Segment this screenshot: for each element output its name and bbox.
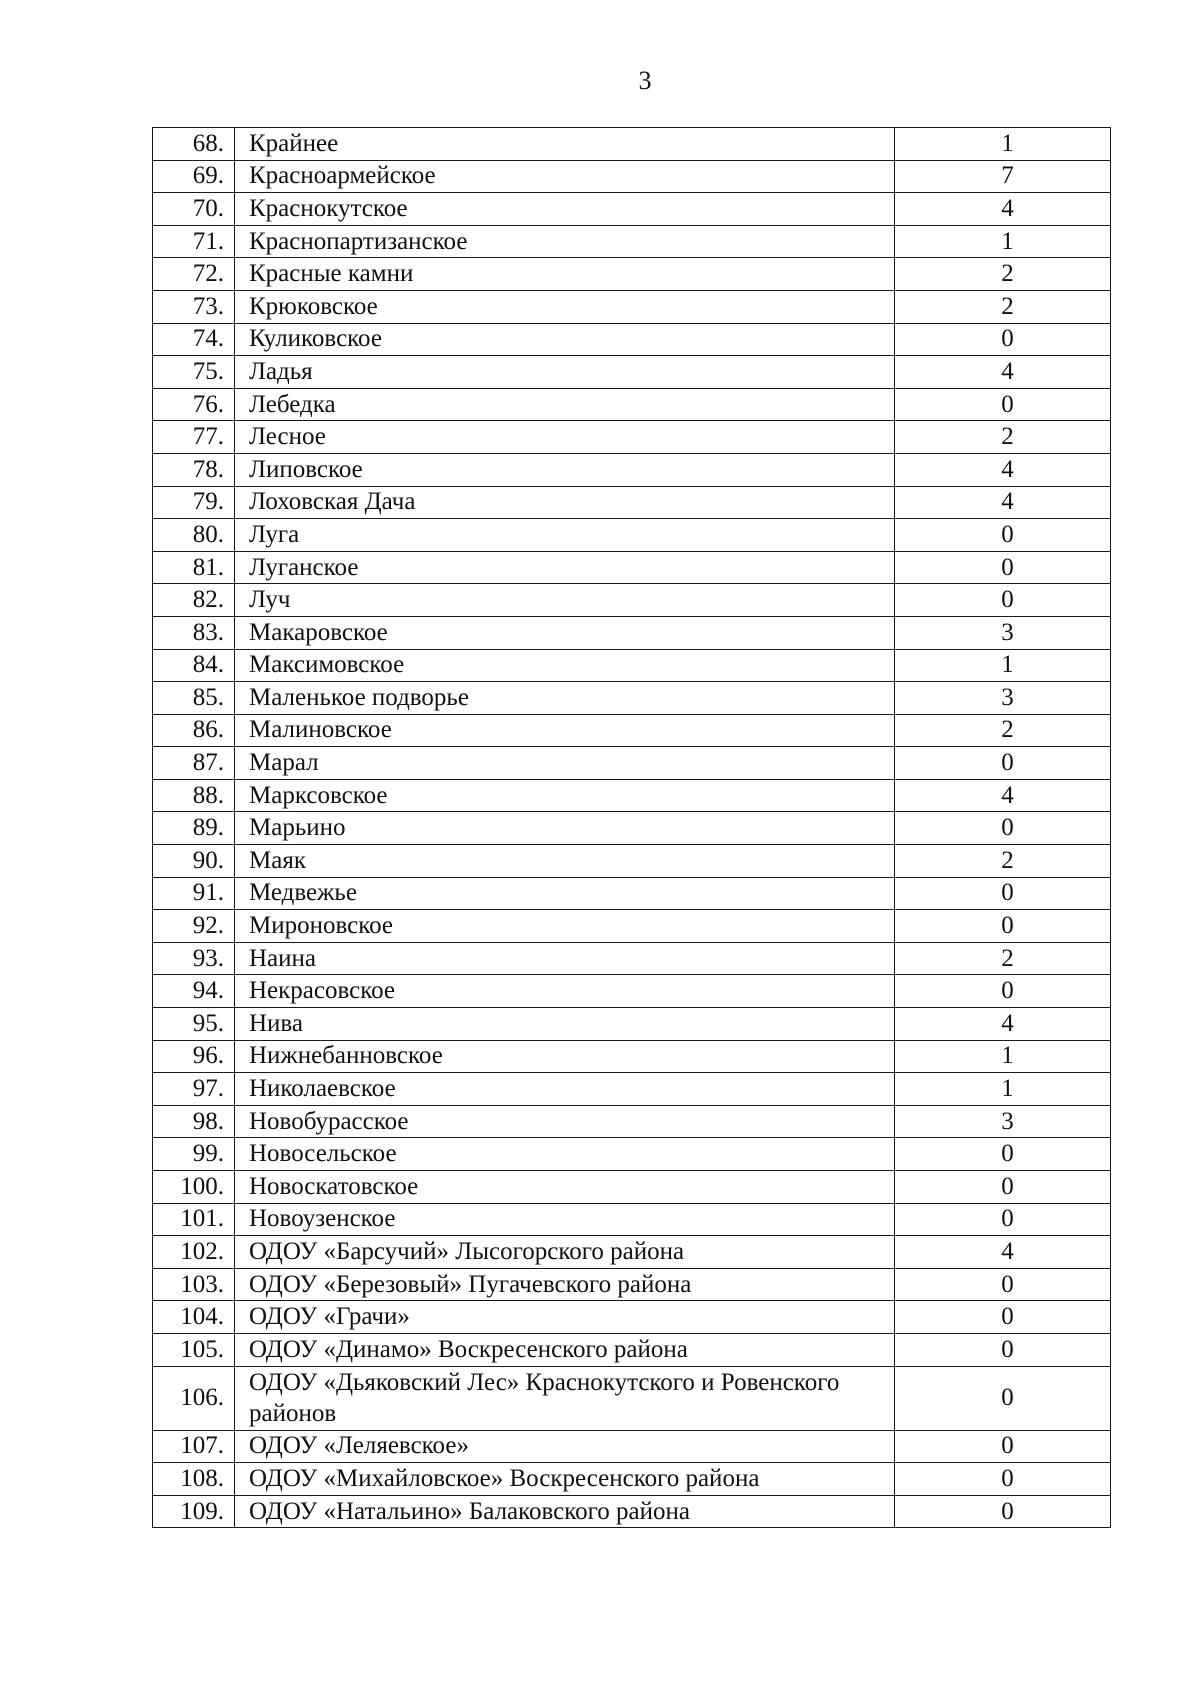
row-value-cell: 2	[895, 714, 1111, 747]
row-number-cell: 71.	[153, 225, 235, 258]
table-row	[153, 1495, 1111, 1528]
table-row	[153, 910, 1111, 943]
row-value-cell: 4	[895, 779, 1111, 812]
row-number-cell: 87.	[153, 747, 235, 780]
row-number-cell: 75.	[153, 356, 235, 389]
table-row	[153, 519, 1111, 552]
table-row	[153, 812, 1111, 845]
row-value-cell: 3	[895, 616, 1111, 649]
row-value-cell: 0	[895, 388, 1111, 421]
row-number-cell: 79.	[153, 486, 235, 519]
row-number-cell: 91.	[153, 877, 235, 910]
row-number-cell: 104.	[153, 1301, 235, 1334]
row-number-cell: 86.	[153, 714, 235, 747]
row-number-cell: 102.	[153, 1236, 235, 1269]
row-name-cell: Малиновское	[235, 714, 895, 747]
row-value-cell: 1	[895, 128, 1111, 161]
row-name-cell: Ладья	[235, 356, 895, 389]
row-number-cell: 88.	[153, 779, 235, 812]
row-name-cell: Макаровское	[235, 616, 895, 649]
row-value-cell: 0	[895, 1333, 1111, 1366]
row-value-cell: 0	[895, 1301, 1111, 1334]
row-value-cell: 0	[895, 1203, 1111, 1236]
table-row	[153, 193, 1111, 226]
row-name-cell: Маяк	[235, 845, 895, 878]
row-value-cell: 1	[895, 1040, 1111, 1073]
row-number-cell: 84.	[153, 649, 235, 682]
row-name-cell: Луганское	[235, 551, 895, 584]
row-value-cell: 0	[895, 975, 1111, 1008]
table-row	[153, 453, 1111, 486]
row-value-cell: 0	[895, 910, 1111, 943]
table-row	[153, 1268, 1111, 1301]
row-number-cell: 107.	[153, 1430, 235, 1463]
row-name-cell: ОДОУ «Михайловское» Воскресенского района	[235, 1463, 895, 1496]
row-value-cell: 0	[895, 812, 1111, 845]
row-number-cell: 68.	[153, 128, 235, 161]
row-number-cell: 78.	[153, 453, 235, 486]
table-row	[153, 128, 1111, 161]
row-value-cell: 0	[895, 747, 1111, 780]
table-row	[153, 1138, 1111, 1171]
row-name-cell: Новобурасское	[235, 1105, 895, 1138]
row-number-cell: 76.	[153, 388, 235, 421]
row-number-cell: 98.	[153, 1105, 235, 1138]
table-row	[153, 1333, 1111, 1366]
row-name-cell: Нива	[235, 1008, 895, 1041]
row-value-cell: 4	[895, 486, 1111, 519]
table-row	[153, 486, 1111, 519]
row-value-cell: 1	[895, 1073, 1111, 1106]
table-row	[153, 290, 1111, 323]
row-name-cell: ОДОУ «Леляевское»	[235, 1430, 895, 1463]
row-value-cell: 0	[895, 584, 1111, 617]
row-name-cell: Липовское	[235, 453, 895, 486]
row-number-cell: 99.	[153, 1138, 235, 1171]
row-name-cell: ОДОУ «Дьяковский Лес» Краснокутского и Ровенского районов	[235, 1366, 895, 1430]
row-number-cell: 103.	[153, 1268, 235, 1301]
row-value-cell: 2	[895, 845, 1111, 878]
table-row	[153, 388, 1111, 421]
row-name-cell: Крайнее	[235, 128, 895, 161]
table-row	[153, 1171, 1111, 1204]
row-number-cell: 85.	[153, 682, 235, 715]
row-name-cell: ОДОУ «Березовый» Пугачевского района	[235, 1268, 895, 1301]
table-row	[153, 1463, 1111, 1496]
row-number-cell: 105.	[153, 1333, 235, 1366]
row-name-cell: Максимовское	[235, 649, 895, 682]
row-value-cell: 3	[895, 682, 1111, 715]
row-name-cell: ОДОУ «Динамо» Воскресенского района	[235, 1333, 895, 1366]
table-body	[153, 128, 1111, 1528]
row-name-cell: Лесное	[235, 421, 895, 454]
row-number-cell: 109.	[153, 1495, 235, 1528]
row-name-cell: Мироновское	[235, 910, 895, 943]
row-name-cell: Куликовское	[235, 323, 895, 356]
table-row	[153, 551, 1111, 584]
row-name-cell: ОДОУ «Грачи»	[235, 1301, 895, 1334]
row-value-cell: 1	[895, 225, 1111, 258]
row-number-cell: 92.	[153, 910, 235, 943]
row-number-cell: 70.	[153, 193, 235, 226]
row-name-cell: Некрасовское	[235, 975, 895, 1008]
row-value-cell: 4	[895, 1008, 1111, 1041]
row-name-cell: Медвежье	[235, 877, 895, 910]
table-row	[153, 1430, 1111, 1463]
row-number-cell: 72.	[153, 258, 235, 291]
table-row	[153, 714, 1111, 747]
row-value-cell: 0	[895, 551, 1111, 584]
table-row	[153, 779, 1111, 812]
row-name-cell: Нижнебанновское	[235, 1040, 895, 1073]
table-row	[153, 1203, 1111, 1236]
row-number-cell: 73.	[153, 290, 235, 323]
row-name-cell: Лебедка	[235, 388, 895, 421]
row-number-cell: 74.	[153, 323, 235, 356]
row-value-cell: 2	[895, 942, 1111, 975]
row-name-cell: Красные камни	[235, 258, 895, 291]
row-name-cell: Краснопартизанское	[235, 225, 895, 258]
row-number-cell: 97.	[153, 1073, 235, 1106]
row-number-cell: 95.	[153, 1008, 235, 1041]
row-value-cell: 0	[895, 1463, 1111, 1496]
organizations-table	[152, 127, 1111, 1528]
row-value-cell: 2	[895, 290, 1111, 323]
table-row	[153, 356, 1111, 389]
row-value-cell: 2	[895, 421, 1111, 454]
table-row	[153, 1366, 1111, 1430]
row-value-cell: 0	[895, 1268, 1111, 1301]
table-row	[153, 975, 1111, 1008]
row-name-cell: Николаевское	[235, 1073, 895, 1106]
table-row	[153, 160, 1111, 193]
table-row	[153, 258, 1111, 291]
table-row	[153, 1301, 1111, 1334]
table-row	[153, 1008, 1111, 1041]
row-name-cell: Луга	[235, 519, 895, 552]
row-value-cell: 0	[895, 323, 1111, 356]
row-number-cell: 100.	[153, 1171, 235, 1204]
row-value-cell: 2	[895, 258, 1111, 291]
row-name-cell: ОДОУ «Натальино» Балаковского района	[235, 1495, 895, 1528]
row-name-cell: Лоховская Дача	[235, 486, 895, 519]
row-value-cell: 3	[895, 1105, 1111, 1138]
row-name-cell: Марал	[235, 747, 895, 780]
row-number-cell: 101.	[153, 1203, 235, 1236]
table-row	[153, 877, 1111, 910]
table-row	[153, 1040, 1111, 1073]
row-name-cell: Новоскатовское	[235, 1171, 895, 1204]
row-number-cell: 80.	[153, 519, 235, 552]
row-name-cell: Новоузенское	[235, 1203, 895, 1236]
row-value-cell: 0	[895, 1430, 1111, 1463]
row-value-cell: 0	[895, 1138, 1111, 1171]
table-row	[153, 584, 1111, 617]
row-number-cell: 93.	[153, 942, 235, 975]
row-value-cell: 1	[895, 649, 1111, 682]
page-number: 3	[638, 66, 652, 95]
row-value-cell: 4	[895, 356, 1111, 389]
row-number-cell: 108.	[153, 1463, 235, 1496]
row-name-cell: ОДОУ «Барсучий» Лысогорского района	[235, 1236, 895, 1269]
row-name-cell: Новосельское	[235, 1138, 895, 1171]
table-row	[153, 1073, 1111, 1106]
row-value-cell: 0	[895, 519, 1111, 552]
table-row	[153, 747, 1111, 780]
row-number-cell: 96.	[153, 1040, 235, 1073]
row-number-cell: 90.	[153, 845, 235, 878]
table-row	[153, 649, 1111, 682]
row-number-cell: 106.	[153, 1366, 235, 1430]
row-name-cell: Марксовское	[235, 779, 895, 812]
row-name-cell: Краснокутское	[235, 193, 895, 226]
table-row	[153, 682, 1111, 715]
row-value-cell: 7	[895, 160, 1111, 193]
row-number-cell: 77.	[153, 421, 235, 454]
row-value-cell: 0	[895, 1495, 1111, 1528]
row-number-cell: 82.	[153, 584, 235, 617]
table-row	[153, 845, 1111, 878]
row-name-cell: Маленькое подворье	[235, 682, 895, 715]
row-name-cell: Крюковское	[235, 290, 895, 323]
table-row	[153, 421, 1111, 454]
row-number-cell: 89.	[153, 812, 235, 845]
table-row	[153, 225, 1111, 258]
row-name-cell: Красноармейское	[235, 160, 895, 193]
row-name-cell: Луч	[235, 584, 895, 617]
row-name-cell: Марьино	[235, 812, 895, 845]
table-row	[153, 616, 1111, 649]
row-name-cell: Наина	[235, 942, 895, 975]
table-row	[153, 1105, 1111, 1138]
row-value-cell: 0	[895, 877, 1111, 910]
row-value-cell: 4	[895, 453, 1111, 486]
table-row	[153, 323, 1111, 356]
table-row	[153, 942, 1111, 975]
row-value-cell: 0	[895, 1171, 1111, 1204]
row-number-cell: 94.	[153, 975, 235, 1008]
row-number-cell: 83.	[153, 616, 235, 649]
row-value-cell: 0	[895, 1366, 1111, 1430]
row-number-cell: 69.	[153, 160, 235, 193]
table-row	[153, 1236, 1111, 1269]
row-value-cell: 4	[895, 1236, 1111, 1269]
row-value-cell: 4	[895, 193, 1111, 226]
row-number-cell: 81.	[153, 551, 235, 584]
